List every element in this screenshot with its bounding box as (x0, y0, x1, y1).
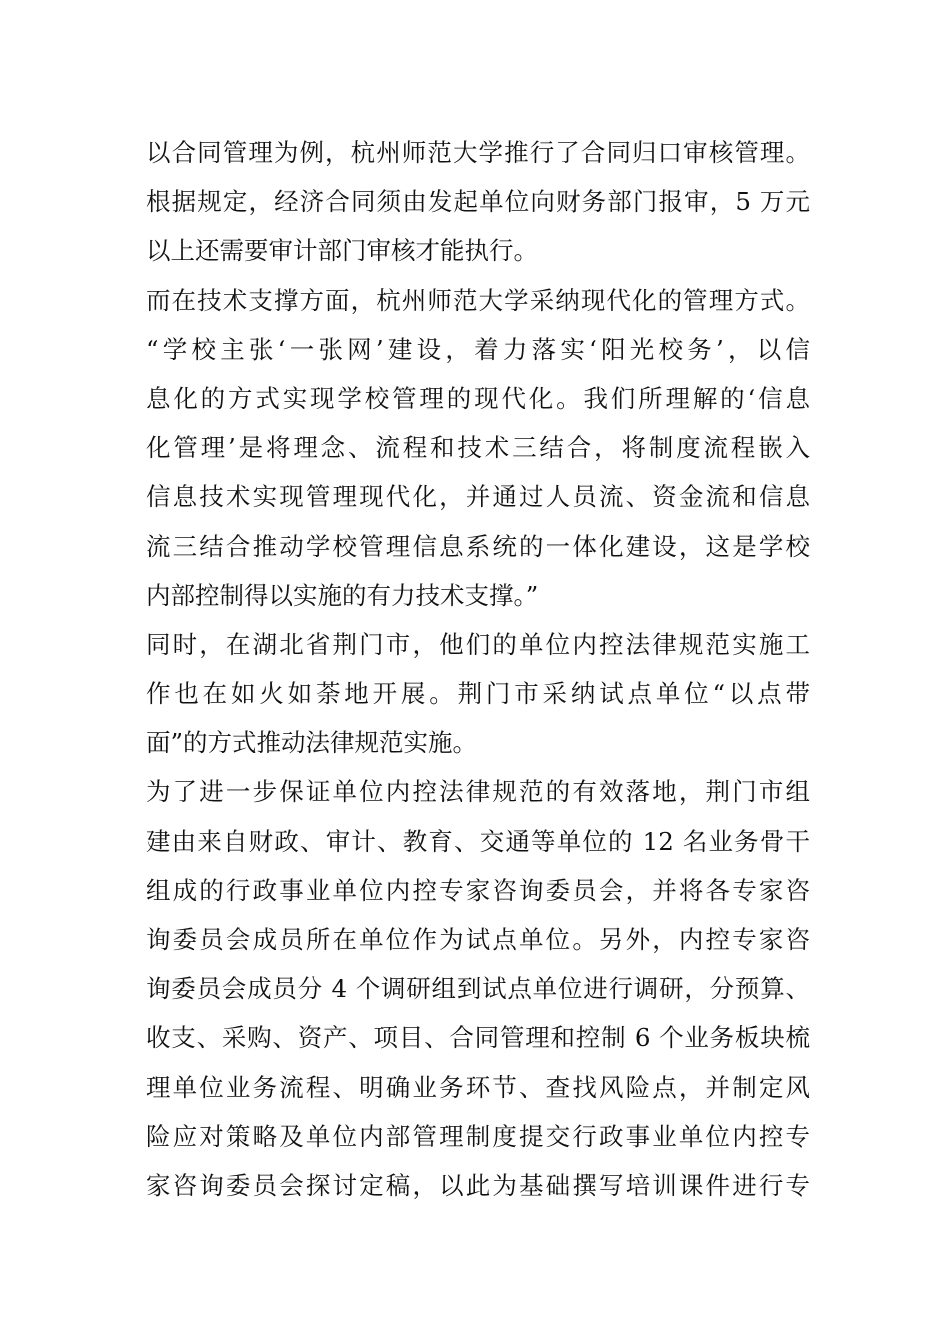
text-line: 以合同管理为例，杭州师范大学推行了合同归口审核管理。 (146, 138, 810, 167)
body-text (146, 128, 810, 1210)
text-line: “学校主张‘一张网’建设，着力落实‘阳光校务’，以信 (146, 334, 810, 364)
text-line: 流三结合推动学校管理信息系统的一体化建设，这是学校 (146, 531, 810, 561)
text-line: 作也在如火如荼地开展。荆门市采纳试点单位“以点带 (146, 679, 810, 709)
text-line: 而在技术支撑方面，杭州师范大学采纳现代化的管理方式。 (146, 285, 810, 315)
text-line: 化管理’是将理念、流程和技术三结合，将制度流程嵌入 (146, 433, 810, 463)
text-line: 询委员会成员所在单位作为试点单位。另外，内控专家咨 (146, 925, 810, 954)
text-line: 收支、采购、资产、项目、合同管理和控制 6 个业务板块梳 (146, 1023, 810, 1053)
text-line: 组成的行政事业单位内控专家咨询委员会，并将各专家咨 (146, 875, 810, 905)
text-line: 建由来自财政、审计、教育、交通等单位的 12 名业务骨干 (146, 826, 810, 856)
text-line: 信息技术实现管理现代化，并通过人员流、资金流和信息 (146, 482, 810, 512)
text-line: 内部控制得以实施的有力技术支撑。” (146, 580, 539, 610)
text-line: 为了进一步保证单位内控法律规范的有效落地，荆门市组 (146, 777, 810, 807)
text-line: 面”的方式推动法律规范实施。 (146, 728, 478, 758)
text-line: 同时，在湖北省荆门市，他们的单位内控法律规范实施工 (146, 629, 810, 659)
text-line: 险应对策略及单位内部管理制度提交行政事业单位内控专 (146, 1121, 810, 1151)
text-line: 根据规定，经济合同须由发起单位向财务部门报审，5 万元 (146, 187, 810, 217)
text-line: 理单位业务流程、明确业务环节、查找风险点，并制定风 (146, 1072, 810, 1102)
text-line: 息化的方式实现学校管理的现代化。我们所理解的‘信息 (146, 383, 810, 413)
text-line: 家咨询委员会探讨定稿，以此为基础撰写培训课件进行专 (146, 1170, 810, 1200)
text-line: 询委员会成员分 4 个调研组到试点单位进行调研，分预算、 (146, 974, 810, 1004)
text-line: 以上还需要审计部门审核才能执行。 (146, 236, 538, 266)
